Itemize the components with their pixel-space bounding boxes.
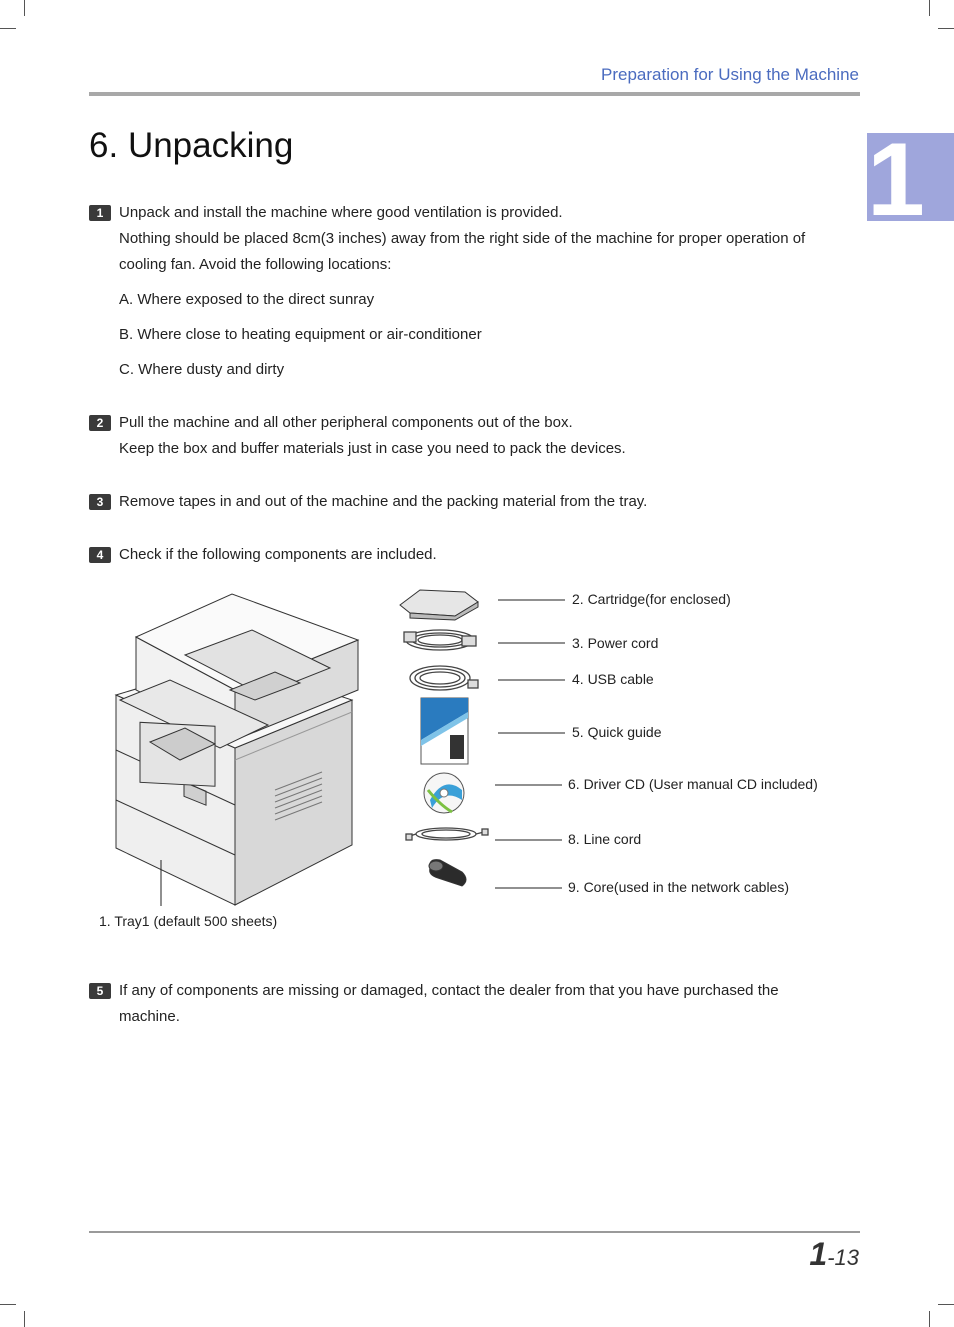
- component-label: 4. USB cable: [572, 671, 654, 687]
- cartridge-icon: [400, 590, 478, 620]
- step-badge: 2: [89, 415, 111, 431]
- page-separator: -: [827, 1245, 835, 1270]
- component-label: 9. Core(used in the network cables): [568, 879, 789, 895]
- title-text: Unpacking: [127, 126, 294, 165]
- step-text: cooling fan. Avoid the following locations:: [119, 256, 392, 273]
- line-cord-icon: [406, 828, 488, 840]
- component-label: 1. Tray1 (default 500 sheets): [99, 913, 278, 929]
- cd-icon: [424, 773, 464, 813]
- power-cord-icon: [404, 630, 476, 650]
- list-item: C. Where dusty and dirty: [119, 361, 285, 378]
- component-label: 3. Power cord: [572, 635, 659, 651]
- title-dot: .: [108, 126, 119, 165]
- printer-illustration: [116, 594, 358, 905]
- section-header: Preparation for Using the Machine: [601, 65, 859, 84]
- title-number: 6: [89, 126, 109, 165]
- page-number: [809, 1236, 859, 1273]
- step-badge: 5: [89, 983, 111, 999]
- step-text: Nothing should be placed 8cm(3 inches) away from the right side of the machine for proper operation of: [119, 230, 806, 247]
- step-badge: 3: [89, 494, 111, 510]
- ferrite-core-icon: [429, 860, 466, 886]
- component-label: 5. Quick guide: [572, 724, 662, 740]
- component-label: 8. Line cord: [568, 831, 642, 847]
- step-badge: 1: [89, 205, 111, 221]
- step-text: machine.: [119, 1008, 180, 1025]
- step-text: Keep the box and buffer materials just in case you need to pack the devices.: [119, 440, 626, 457]
- step-text: Unpack and install the machine where good ventilation is provided.: [119, 204, 563, 221]
- footer-rule: [89, 1231, 860, 1233]
- chapter-tab-number: 1: [867, 122, 925, 238]
- quick-guide-icon: [421, 698, 468, 764]
- component-label: 2. Cartridge(for enclosed): [572, 591, 731, 607]
- step-text: If any of components are missing or damaged, contact the dealer from that you have purchased the: [119, 982, 779, 999]
- step-text: Check if the following components are included.: [119, 546, 437, 563]
- component-label: 6. Driver CD (User manual CD included): [568, 776, 818, 792]
- step-text: Remove tapes in and out of the machine and the packing material from the tray.: [119, 493, 648, 510]
- page-number-value: 13: [834, 1245, 859, 1270]
- step-badge: 4: [89, 547, 111, 563]
- list-item: A. Where exposed to the direct sunray: [119, 291, 375, 308]
- list-item: B. Where close to heating equipment or air-conditioner: [119, 326, 482, 343]
- page-chapter: 1: [809, 1236, 828, 1272]
- step-text: Pull the machine and all other peripheral components out of the box.: [119, 414, 573, 431]
- usb-cable-icon: [410, 666, 478, 690]
